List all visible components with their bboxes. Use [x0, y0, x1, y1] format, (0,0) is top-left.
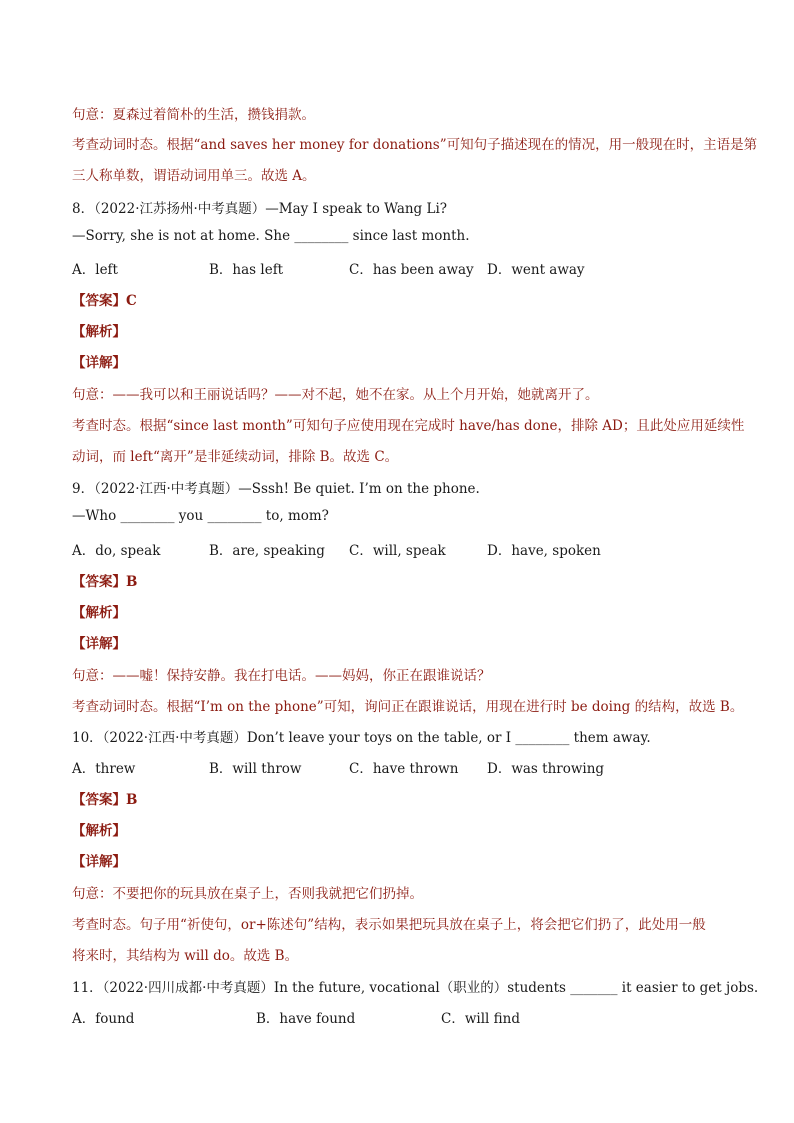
q8-stem: 8．（2022·江苏扬州·中考真题）—May I speak to Wang Li? [72, 201, 448, 217]
q10-answer: 【答案】B [72, 792, 138, 808]
q9-analysis-line1: 考查动词时态。根据“I’m on the phone”可知，询问正在跟谁说话，用现在进行时 be doing 的结构，故选 B。 [72, 699, 744, 715]
q8-translation: 句意：——我可以和王丽说话吗？——对不起，她不在家。从上个月开始，她就离开了。 [72, 387, 599, 403]
q9-dialogue-line: —Who ________ you ________ to, mom? [72, 508, 329, 524]
q8-option-a: A．left [72, 262, 118, 278]
q9-answer: 【答案】B [72, 574, 138, 590]
q8-dialogue-line: —Sorry, she is not at home. She ________ since last month. [72, 228, 470, 244]
q11-option-a: A．found [72, 1011, 135, 1027]
q10-option-d: D．was throwing [487, 761, 605, 777]
q8-xiangjie-label: 【详解】 [72, 355, 126, 371]
q9-option-d: D．have, spoken [487, 543, 601, 559]
q7-translation: 句意：夏森过着简朴的生活，攒钱捐款。 [72, 107, 315, 123]
q9-stem: 9．（2022·江西·中考真题）—Sssh! Be quiet. I’m on the phone. [72, 481, 480, 497]
q9-xiangjie-label: 【详解】 [72, 636, 126, 652]
q10-analysis-line1: 考查时态。句子用“祈使句，or+陈述句”结构，表示如果把玩具放在桌子上，将会把它们扔了，此处用一般 [72, 917, 706, 933]
q10-option-c: C．have thrown [349, 761, 459, 777]
q11-option-b: B．have found [256, 1011, 356, 1027]
q10-option-a: A．threw [72, 761, 136, 777]
q8-analysis-line2: 动词，而 left“离开”是非延续动词，排除 B。故选 C。 [72, 449, 399, 465]
q8-option-c: C．has been away [349, 262, 474, 278]
q8-answer: 【答案】C [72, 293, 137, 309]
q11-stem: 11．（2022·四川成都·中考真题）In the future, vocational（职业的）students _______ it easier to get jobs. [72, 980, 759, 996]
q10-xiangjie-label: 【详解】 [72, 854, 126, 870]
q9-option-a: A．do, speak [72, 543, 161, 559]
q10-translation: 句意：不要把你的玩具放在桌子上，否则我就把它们扔掉。 [72, 886, 423, 902]
q7-analysis-line2: 三人称单数，谓语动词用单三。故选 A。 [72, 168, 316, 184]
q8-option-d: D．went away [487, 262, 585, 278]
q8-analysis-line1: 考查时态。根据“since last month”可知句子应使用现在完成时 have/has done，排除 AD；且此处应用延续性 [72, 418, 745, 434]
q9-option-b: B．are, speaking [209, 543, 325, 559]
q11-option-c: C．will find [441, 1011, 520, 1027]
q10-analysis-line2: 将来时，其结构为 will do。故选 B。 [72, 948, 299, 964]
q10-stem: 10．（2022·江西·中考真题）Don’t leave your toys on the table, or I ________ them away. [72, 730, 651, 746]
q10-jiexi-label: 【解析】 [72, 823, 126, 839]
q7-analysis-line1: 考查动词时态。根据“and saves her money for donations”可知句子描述现在的情况，用一般现在时，主语是第 [72, 137, 758, 153]
q9-jiexi-label: 【解析】 [72, 605, 126, 621]
q8-option-b: B．has left [209, 262, 284, 278]
q8-jiexi-label: 【解析】 [72, 324, 126, 340]
q9-translation: 句意：——嘘！保持安静。我在打电话。——妈妈，你正在跟谁说话？ [72, 668, 491, 684]
q10-option-b: B．will throw [209, 761, 302, 777]
q9-option-c: C．will, speak [349, 543, 446, 559]
